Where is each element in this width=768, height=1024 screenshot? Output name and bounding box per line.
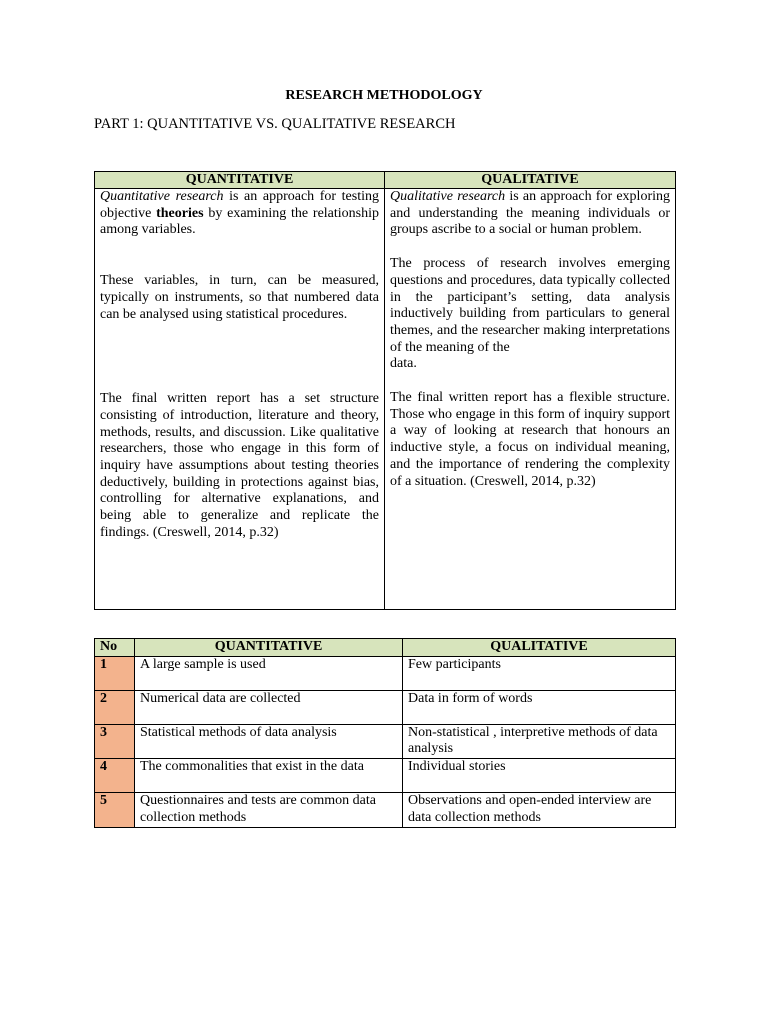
quantitative-description-cell (95, 189, 385, 610)
theories-bold: theories (156, 205, 204, 221)
quantitative-cell: Numerical data are collected (135, 690, 403, 724)
row-number: 4 (95, 759, 135, 793)
table-row (95, 690, 676, 724)
qualitative-cell: Few participants (403, 656, 676, 690)
quantitative-p1-text-a: is an approach for testing objective (100, 189, 379, 221)
qualitative-cell: Observations and open-ended interview are data collection methods (403, 793, 676, 827)
header-qualitative: QUALITATIVE (385, 172, 676, 189)
comparison-table-paragraphs (94, 171, 676, 610)
quantitative-cell: A large sample is used (135, 656, 403, 690)
quantitative-cell: The commonalities that exist in the data (135, 759, 403, 793)
quantitative-paragraph-2: These variables, in turn, can be measured, typically on instruments, so that numbered data can be analysed using statistical procedures. (100, 273, 379, 322)
table-row (95, 793, 676, 827)
quantitative-paragraph-3: The final written report has a set structure consisting of introduction, literature and theory, methods, results, and discussion. Like qualitative researchers, those who engage in this form of inquiry have assumptions about testing theories deductively, building in protections against bias, controlling for alternative explanations, and being able to generalize and replicate the findings. (Creswell, 2014, p.32) (100, 391, 379, 540)
quantitative-cell: Questionnaires and tests are common data collection methods (135, 793, 403, 827)
header-qualitative: QUALITATIVE (403, 639, 676, 657)
qualitative-term: Qualitative research (390, 189, 506, 204)
table-row (95, 759, 676, 793)
qualitative-p1-text: is an approach for exploring and understanding the meaning individuals or groups ascribe to a social or human problem. (390, 189, 670, 238)
qualitative-cell: Individual stories (403, 759, 676, 793)
quantitative-cell: Statistical methods of data analysis (135, 724, 403, 758)
qualitative-paragraph-1 (390, 189, 670, 239)
quantitative-p1-text-b: by examining the relationship among variables. (100, 205, 380, 238)
qualitative-paragraph-2-tail: data. (390, 356, 417, 372)
document-title: RESEARCH METHODOLOGY (285, 88, 483, 103)
table-header-row (95, 172, 676, 189)
header-quantitative: QUANTITATIVE (135, 639, 403, 657)
qualitative-paragraph-2: The process of research involves emerging questions and procedures, data typically collected in the participant’s setting, data analysis inductively building from particulars to general themes, and the researcher making interpretations of the meaning of the (390, 256, 670, 355)
table-row (95, 724, 676, 758)
qualitative-cell: Data in form of words (403, 690, 676, 724)
row-number: 2 (95, 690, 135, 724)
table-header-row (95, 639, 676, 657)
row-number: 5 (95, 793, 135, 827)
quantitative-paragraph-1 (100, 189, 379, 239)
row-number: 1 (95, 656, 135, 690)
table-body-row (95, 189, 676, 610)
header-quantitative: QUANTITATIVE (95, 172, 385, 189)
part-title: PART 1: QUANTITATIVE VS. QUALITATIVE RESEARCH (94, 116, 456, 132)
row-number: 3 (95, 724, 135, 758)
qualitative-paragraph-3: The final written report has a flexible structure. Those who engage in this form of inquiry support a way of looking at research that honours an inductive style, a focus on individual meaning, and the importance of rendering the complexity of a situation. (Creswell, 2014, p.32) (390, 390, 670, 489)
qualitative-cell: Non-statistical , interpretive methods of data analysis (403, 724, 676, 758)
qualitative-description-cell (385, 189, 676, 610)
header-no: No (95, 639, 135, 657)
comparison-table-summary (94, 638, 676, 828)
quantitative-term: Quantitative research (100, 189, 224, 204)
table-row (95, 656, 676, 690)
